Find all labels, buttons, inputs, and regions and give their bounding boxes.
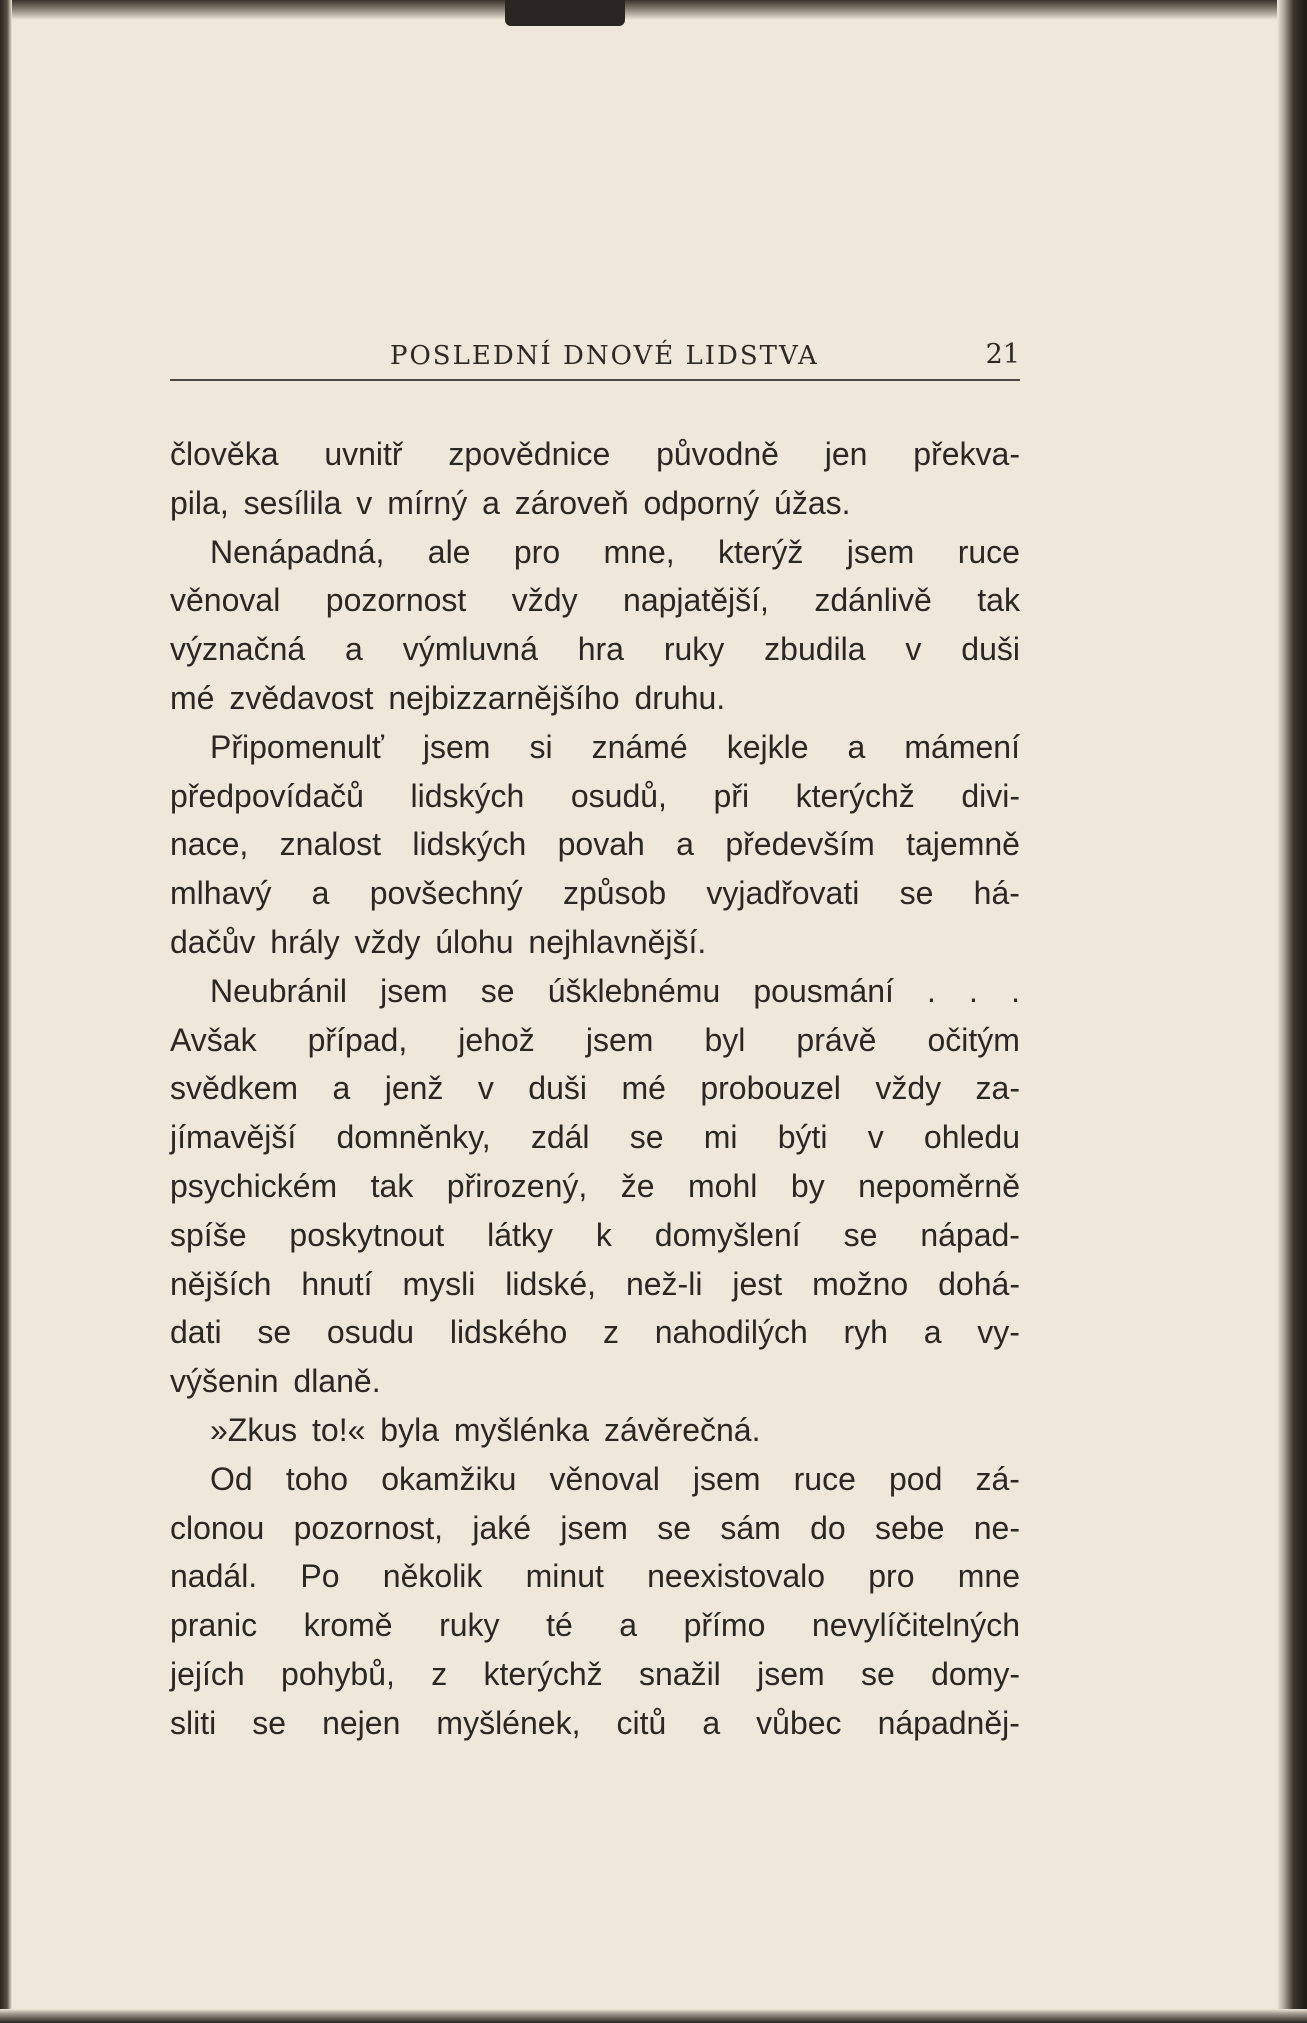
text-line: psychickém tak přirozený, že mohl by nepoměrně <box>170 1167 1020 1204</box>
header-rule <box>170 379 1020 381</box>
text-line: význačná a výmluvná hra ruky zbudila v duši <box>170 631 1020 668</box>
text-line: clonou pozornost, jaké jsem se sám do sebe ne- <box>170 1509 1020 1546</box>
scan-binding-notch <box>505 0 625 26</box>
running-title: POSLEDNÍ DNOVÉ LIDSTVA <box>390 341 819 371</box>
text-line: Neubránil jsem se úšklebnému pousmání . . . <box>210 972 1020 1009</box>
text-line: pila, sesílila v mírný a zároveň odporný úžas. <box>170 484 851 521</box>
text-line: Připomenulť jsem si známé kejkle a mámení <box>210 728 1020 765</box>
text-line: pranic kromě ruky té a přímo nevylíčitelných <box>170 1607 1020 1644</box>
text-line: sliti se nejen myšlének, citů a vůbec nápadněj- <box>170 1704 1020 1741</box>
body-text <box>170 430 1020 1748</box>
text-line: nace, znalost lidských povah a především tajemně <box>170 826 1020 863</box>
scan-left-edge <box>0 0 12 2023</box>
text-line: spíše poskytnout látky k domyšlení se nápad- <box>170 1216 1020 1253</box>
text-line: člověka uvnitř zpovědnice původně jen překva- <box>170 436 1020 472</box>
text-line: »Zkus to!« byla myšlénka závěrečná. <box>210 1411 761 1448</box>
text-line: mlhavý a povšechný způsob vyjadřovati se há- <box>170 875 1020 912</box>
text-line: výšenin dlaně. <box>170 1363 381 1400</box>
text-line: svědkem a jenž v duši mé probouzel vždy za- <box>170 1070 1020 1107</box>
scan-top-edge <box>0 0 1307 20</box>
text-line: nějších hnutí mysli lidské, než-li jest možno dohá- <box>170 1265 1020 1302</box>
text-line: jejích pohybů, z kterýchž snažil jsem se domy- <box>170 1655 1020 1692</box>
text-line: dati se osudu lidského z nahodilých ryh a vy- <box>170 1314 1020 1351</box>
text-line: Avšak případ, jehož jsem byl právě očitým <box>170 1021 1020 1058</box>
text-line: Od toho okamžiku věnoval jsem ruce pod zá- <box>210 1460 1020 1497</box>
text-line: mé zvědavost nejbizzarnějšího druhu. <box>170 679 726 716</box>
text-line: nadál. Po několik minut neexistovalo pro mne <box>170 1558 1020 1595</box>
text-line: jímavější domněnky, zdál se mi býti v ohledu <box>170 1119 1020 1156</box>
running-head <box>170 337 1020 373</box>
text-line: dačův hrály vždy úlohu nejhlavnější. <box>170 923 707 960</box>
text-line: předpovídačů lidských osudů, při kterýchž divi- <box>170 777 1020 814</box>
text-line: věnoval pozornost vždy napjatější, zdánlivě tak <box>170 582 1020 619</box>
text-line: Nenápadná, ale pro mne, kterýž jsem ruce <box>210 533 1020 570</box>
scan-bottom-edge <box>0 2009 1307 2023</box>
page-number: 21 <box>985 339 1020 370</box>
scan-right-edge <box>1277 0 1307 2023</box>
